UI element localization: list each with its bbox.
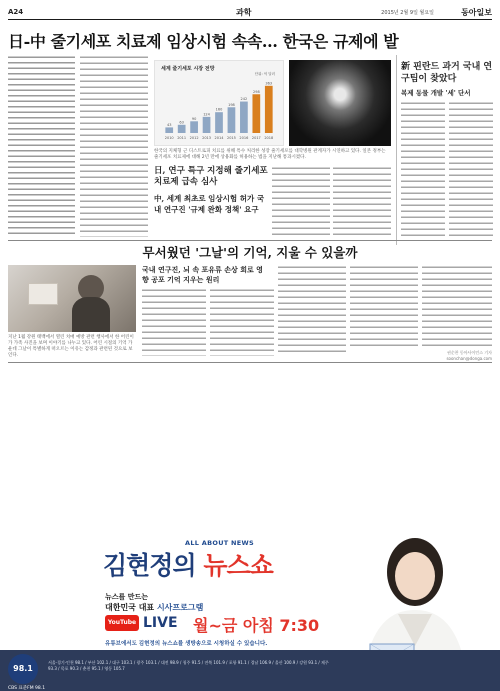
article-body-col3 <box>272 166 330 237</box>
frequency-list: 서울·경기·인천 98.1 / 부산 102.1 / 대구 103.1 / 광주 103.1 / 대전 98.9 / 청주 91.5 / 전북 101.9 / 포항 91.1 / 경남 106.9 / 울산 100.9 / 강원 93.1 / 제주 93.3 / 목포 90.3 / 춘천 95.1 / 영동 105.7 <box>48 660 329 671</box>
byline: 권순찬 동아사이언스 기자 soonchan@donga.com <box>446 350 492 361</box>
child-photo-caption: 지난 1월 강원 태백에서 열린 치매 예방 관련 행사에서 한 어린이가 가족 사진을 보며 이야기를 나누고 있다. 어린 시절의 기억 가운데 그날이 특별하게 떠오르는 이유는 감정과 관련된 것으로 보인다. <box>8 335 134 358</box>
x-tick-2014: 2014 <box>214 136 224 140</box>
xray-photo <box>289 60 391 146</box>
memory-article-subhead: 국내 연구진, 뇌 속 포유류 손상 회로 영향 공포 기억 지우는 원리 <box>142 265 263 284</box>
bar-value-2011: 63 <box>179 120 184 125</box>
issue-date: 2015년 2월 9일 월요일 <box>381 10 434 16</box>
bar-value-2018: 363 <box>265 81 273 86</box>
ad-brand-line: ALL ABOUT NEWS <box>185 539 254 547</box>
ad-tagline-2-highlight: 시사프로그램 <box>156 603 204 612</box>
memory-body-col3 <box>278 265 346 356</box>
article-body-col2 <box>80 55 148 237</box>
sidebar-subtitle: 복제 동물 개발 '세' 단서 <box>401 89 471 97</box>
bar-2010 <box>165 127 173 133</box>
page-header <box>8 6 492 20</box>
bar-2017 <box>252 94 260 133</box>
memory-body-col4 <box>350 265 418 347</box>
bar-2015 <box>228 107 236 133</box>
ad-tagline-1: 뉴스를 만드는 <box>105 593 149 601</box>
bar-value-2016: 242 <box>240 97 248 102</box>
subhead-japan: 日, 연구 특구 지정해 줄기세포 치료제 급속 심사 <box>154 166 268 187</box>
bar-2012 <box>190 121 198 133</box>
ad-tagline-2-prefix: 대한민국 대표 <box>105 603 155 612</box>
memory-body-col5 <box>422 265 492 347</box>
section-name: 과학 <box>236 8 252 17</box>
ad-title-right: 뉴스쇼 <box>203 551 273 580</box>
frequency-badge: 98.1 <box>8 654 38 684</box>
page-number: A24 <box>8 8 24 16</box>
child-photo <box>8 265 136 332</box>
bar-value-2013: 124 <box>203 112 210 117</box>
memory-body-col1 <box>142 288 206 356</box>
bar-2013 <box>203 117 211 133</box>
live-label: LIVE <box>143 615 178 631</box>
bar-2016 <box>240 102 248 133</box>
chart-svg <box>155 61 283 145</box>
ad-frequency-bar <box>0 650 500 691</box>
article-body-col1 <box>8 55 75 237</box>
bar-value-2010: 43 <box>166 122 172 127</box>
stem-cell-market-chart <box>154 60 284 146</box>
frequency-label: CBS 표준FM 98.1 <box>8 686 46 691</box>
article-headline: 日-中 줄기세포 치료제 임상시험 속속… 한국은 규제에 발 <box>8 32 399 51</box>
x-tick-2011: 2011 <box>177 136 187 140</box>
memory-article-headline: 무서웠던 '그날'의 기억, 지울 수 있을까 <box>142 245 358 260</box>
bar-value-2014: 160 <box>215 107 223 112</box>
sidebar-body-col1 <box>401 101 445 237</box>
bar-2011 <box>178 125 186 133</box>
subhead-china: 中, 세계 최초로 임상시험 허가 국내 연구진 '규제 완화 정책' 요구 <box>154 194 265 214</box>
newspaper-logo: 동아일보 <box>461 7 492 17</box>
x-tick-2015: 2015 <box>226 136 236 140</box>
x-tick-2017: 2017 <box>251 136 261 140</box>
ad-title-left: 김현정의 <box>103 551 196 580</box>
chart-unit: 단위: 억 달러 <box>254 72 275 76</box>
youtube-logo-icon: YouTube <box>105 615 139 631</box>
bar-value-2012: 90 <box>191 116 197 121</box>
sidebar-title: 新 핀란드 과거 국내 연구팀이 찾았다 <box>401 62 493 84</box>
x-tick-2016: 2016 <box>239 136 249 140</box>
memory-body-col2 <box>210 288 274 356</box>
news-show-advertisement[interactable] <box>0 504 500 691</box>
bar-value-2017: 298 <box>252 89 260 94</box>
bar-value-2015: 198 <box>228 102 235 107</box>
bar-2014 <box>215 112 223 133</box>
x-tick-2018: 2018 <box>264 136 274 140</box>
ad-title <box>103 546 273 582</box>
main-photo-caption: 한국의 지체형 근 디스트로피 치료를 위해 특수 처리한 성장 줄기세포를 대학병원 관계자가 시연하고 있다. 일본 정부는 줄기세포 치료제에 대해 2년 만에 상용화를 허용하는 법을 지난해 통과시켰다. <box>154 149 386 160</box>
x-tick-2012: 2012 <box>189 136 199 140</box>
ad-tagline-2 <box>105 602 203 613</box>
broadcast-time: 월~금 아침 7:30 <box>193 616 320 635</box>
bar-2018 <box>265 86 273 133</box>
article-body-col4 <box>333 166 391 237</box>
x-tick-2010: 2010 <box>164 136 174 140</box>
x-tick-2013: 2013 <box>202 136 212 140</box>
chart-title: 세계 줄기세포 시장 전망 <box>161 66 215 72</box>
sidebar-body-col2 <box>449 101 493 237</box>
ad-youtube-notice: 유튜브에서도 김현정의 뉴스쇼를 생방송으로 시청하실 수 있습니다. <box>105 641 268 647</box>
